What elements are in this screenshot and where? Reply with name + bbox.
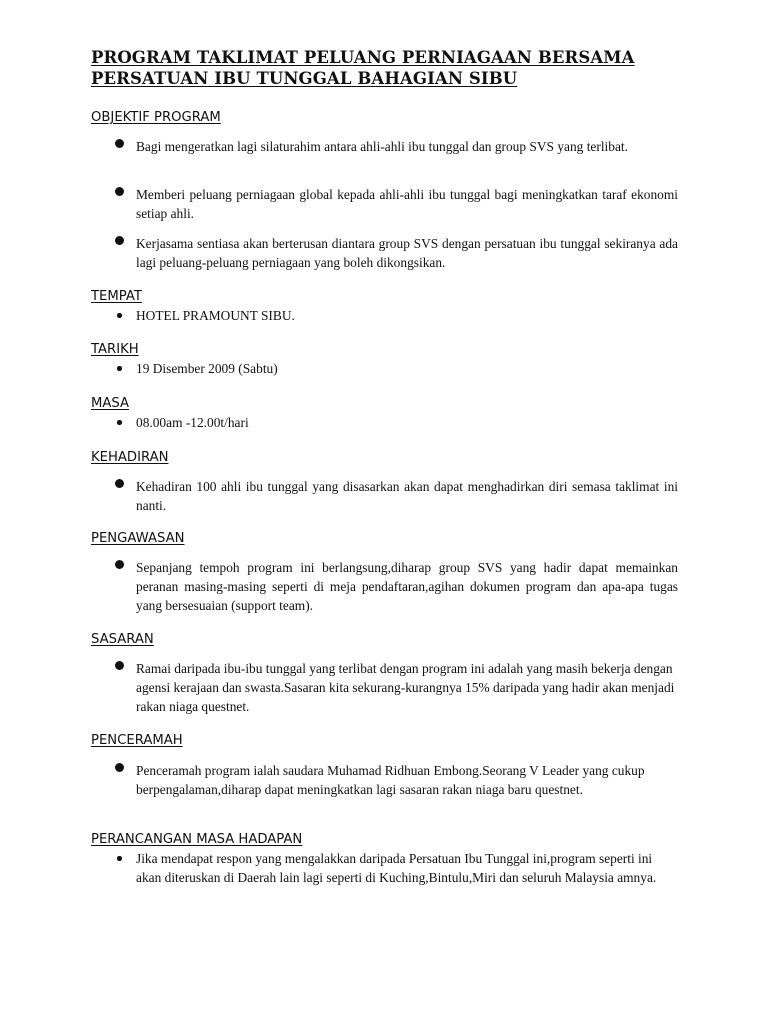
heading-tarikh: TARIKH [91, 342, 139, 357]
list-item [112, 359, 678, 378]
list-item [112, 306, 678, 325]
list-item-text: Kehadiran 100 ahli ibu tunggal yang disasarkan akan dapat menghadirkan diri semasa taklimat ini nanti. [136, 479, 678, 513]
bullet-icon [112, 413, 136, 431]
list-item [112, 849, 678, 887]
list-item [112, 234, 678, 272]
list-item-text: Jika mendapat respon yang mengalakkan daripada Persatuan Ibu Tunggal ini,program seperti ini akan diteruskan di Daerah lain lagi seperti di Kuching,Bintulu,Miri dan seluruh Malaysia amnya. [136, 851, 657, 885]
list-item-text: Sepanjang tempoh program ini berlangsung,diharap group SVS yang hadir dapat memainkan peranan masing-masing seperti di meja pendaftaran,agihan dokumen program dan apa-apa tugas yang bersesuaian (support team). [136, 560, 678, 613]
bullet-icon [112, 137, 136, 155]
heading-kehadiran: KEHADIRAN [91, 450, 169, 465]
bullet-icon [112, 849, 136, 867]
list-item-text: Memberi peluang perniagaan global kepada ahli-ahli ibu tunggal bagi meningkatkan taraf ekonomi setiap ahli. [136, 187, 678, 221]
heading-penceramah: PENCERAMAH [91, 733, 183, 748]
list-item [112, 185, 678, 223]
list-item [112, 413, 678, 432]
heading-objektif-program: OBJEKTIF PROGRAM [91, 110, 221, 125]
bullet-icon [112, 761, 136, 779]
heading-perancangan-masa-hadapan: PERANCANGAN MASA HADAPAN [91, 832, 303, 847]
heading-tempat: TEMPAT [91, 289, 142, 304]
list-item-text: 08.00am -12.00t/hari [136, 415, 249, 430]
list-item-text: Kerjasama sentiasa akan berterusan diantara group SVS dengan persatuan ibu tunggal sekiranya ada lagi peluang-peluang perniagaan yang boleh dikongsikan. [136, 236, 678, 270]
list-item-text: Bagi mengeratkan lagi silaturahim antara ahli-ahli ibu tunggal dan group SVS yang terlibat. [136, 139, 628, 154]
list-item [112, 558, 678, 615]
bullet-icon [112, 477, 136, 495]
document-title: PROGRAM TAKLIMAT PELUANG PERNIAGAAN BERSAMA PERSATUAN IBU TUNGGAL BAHAGIAN SIBU [91, 48, 635, 88]
bullet-icon [112, 185, 136, 203]
list-item-text: Penceramah program ialah saudara Muhamad Ridhuan Embong.Seorang V Leader yang cukup berpengalaman,diharap dapat meningkatkan lagi sasaran rakan niaga baru questnet. [136, 763, 645, 797]
bullet-icon [112, 234, 136, 252]
bullet-icon [112, 558, 136, 576]
list-item [112, 761, 678, 799]
list-item-text: Ramai daripada ibu-ibu tunggal yang terlibat dengan program ini adalah yang masih bekerja dengan agensi kerajaan dan swasta.Sasaran kita sekurang-kurangnya 15% daripada yang hadir akan menjadi rakan niaga questnet. [136, 661, 675, 714]
heading-sasaran: SASARAN [91, 632, 154, 647]
list-item-text: HOTEL PRAMOUNT SIBU. [136, 308, 295, 323]
heading-pengawasan: PENGAWASAN [91, 531, 185, 546]
bullet-icon [112, 306, 136, 324]
bullet-icon [112, 659, 136, 677]
heading-masa: MASA [91, 396, 130, 411]
list-item-text: 19 Disember 2009 (Sabtu) [136, 361, 278, 376]
list-item [112, 137, 678, 156]
list-item [112, 659, 678, 716]
list-item [112, 477, 678, 515]
bullet-icon [112, 359, 136, 377]
